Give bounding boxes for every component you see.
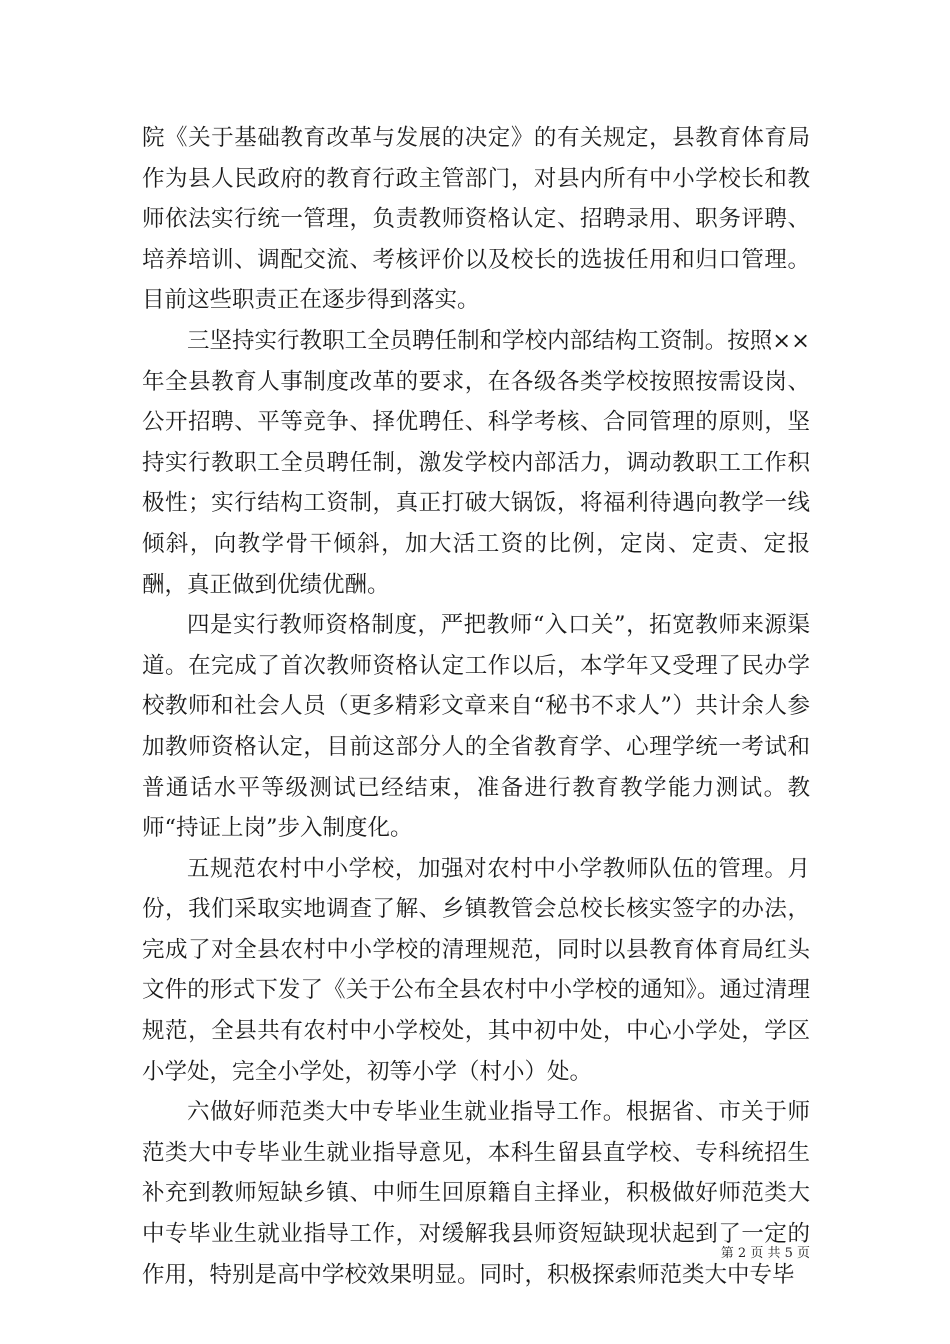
paragraph-item-3: 三坚持实行教职工全员聘任制和学校内部结构工资制。按照××年全县教育人事制度改革的要求，在各级各类学校按照按需设岗、公开招聘、平等竞争、择优聘任、科学考核、合同管理的原则，坚持实行教职工全员聘任制，激发学校内部活力，调动教职工工作积极性；实行结构工资制，真正打破大锅饭，将福利待遇向教学一线倾斜，向教学骨干倾斜，加大活工资的比例，定岗、定责、定报酬，真正做到优绩优酬。 [142, 327, 810, 598]
paragraph-item-5: 五规范农村中小学校，加强对农村中小学教师队伍的管理。月份，我们采取实地调查了解、乡镇教管会总校长核实签字的办法，完成了对全县农村中小学校的清理规范，同时以县教育体育局红头文件的形式下发了《关于公布全县农村中小学校的通知》。通过清理规范，全县共有农村中小学校处，其中初中处，中心小学处，学区小学处，完全小学处，初等小学（村小）处。 [142, 855, 810, 1085]
document-body [142, 118, 810, 1295]
paragraph-item-6: 六做好师范类大中专毕业生就业指导工作。根据省、市关于师范类大中专毕业生就业指导意见，本科生留县直学校、专科统招生补充到教师短缺乡镇、中师生回原籍自主择业，积极做好师范类大中专毕业生就业指导工作，对缓解我县师资短缺现状起到了一定的作用，特别是高中学校效果明显。同时，积极探索师范类大中专毕 [142, 1099, 810, 1288]
paragraph-continuation: 院《关于基础教育改革与发展的决定》的有关规定，县教育体育局作为县人民政府的教育行政主管部门，对县内所有中小学校长和教师依法实行统一管理，负责教师资格认定、招聘录用、职务评聘、培养培训、调配交流、考核评价以及校长的选拔任用和归口管理。目前这些职责正在逐步得到落实。 [142, 125, 810, 314]
page-number-footer: 第 2 页 共 5 页 [720, 1246, 810, 1261]
paragraph-item-4: 四是实行教师资格制度，严把教师“入口关”，拓宽教师来源渠道。在完成了首次教师资格认定工作以后，本学年又受理了民办学校教师和社会人员（更多精彩文章来自“秘书不求人”）共计余人参加教师资格认定，目前这部分人的全省教育学、心理学统一考试和普通话水平等级测试已经结束，准备进行教育教学能力测试。教师“持证上岗”步入制度化。 [142, 612, 810, 842]
